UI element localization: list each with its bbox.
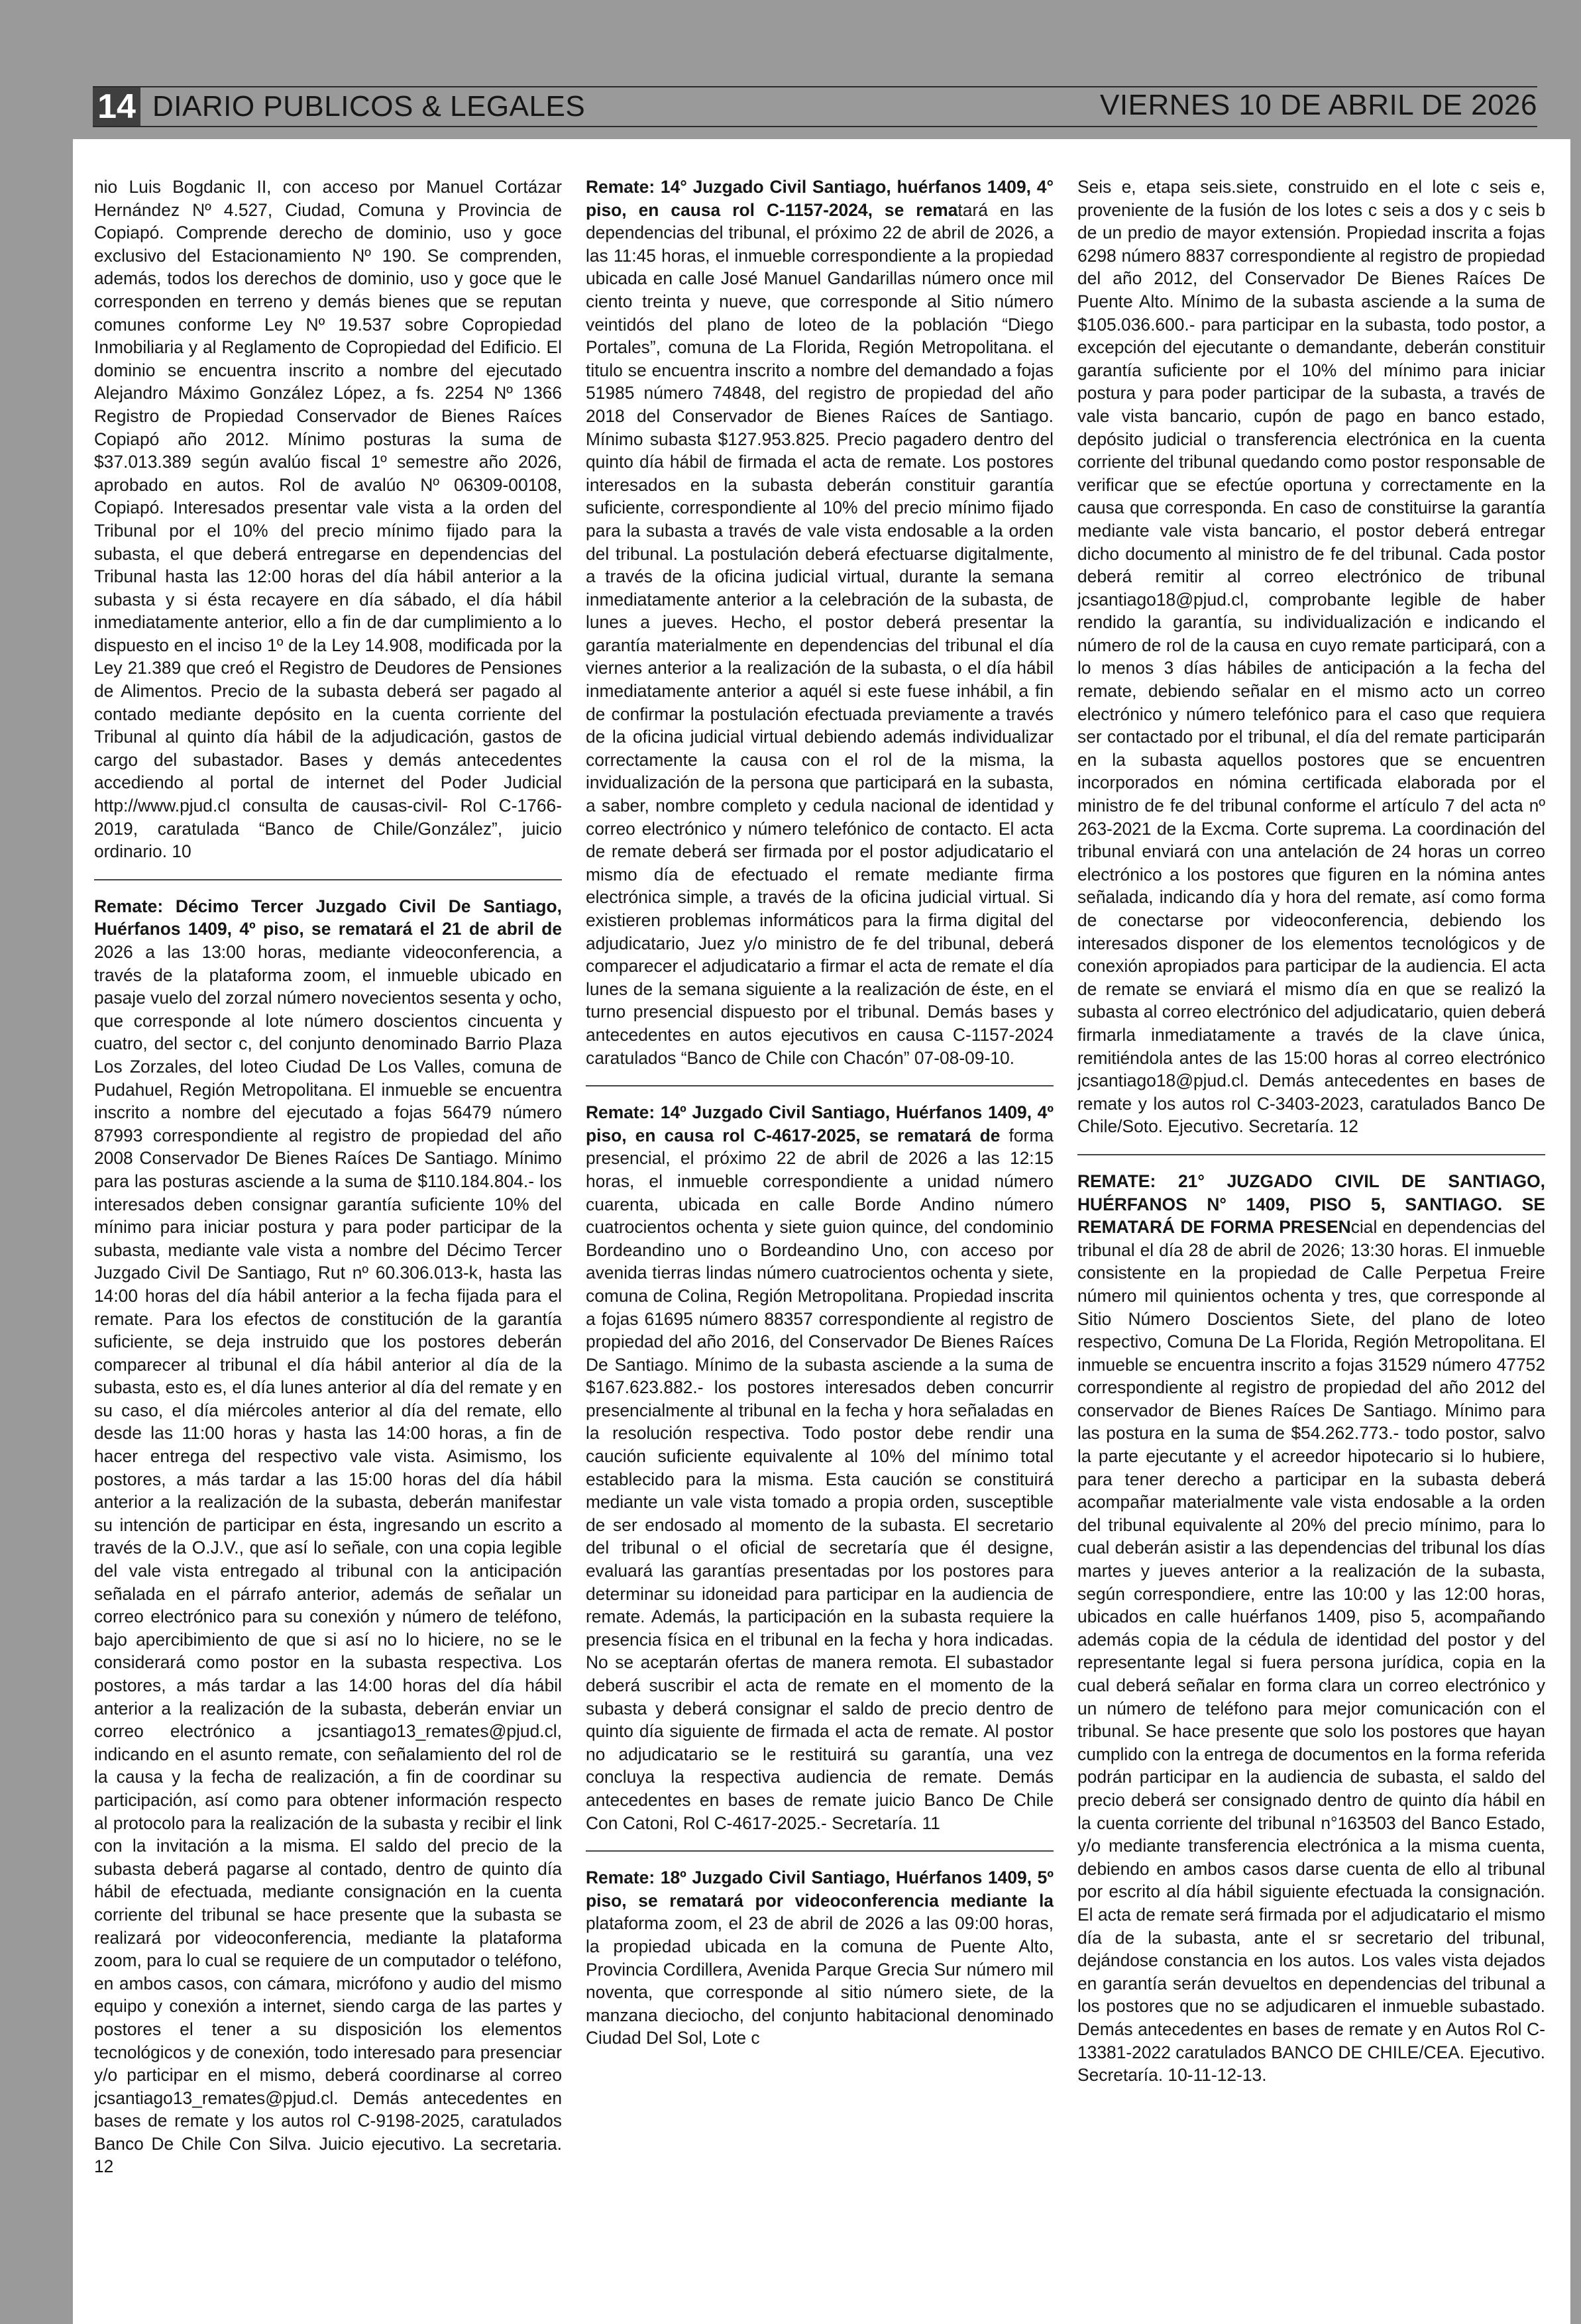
notice-divider	[1077, 1154, 1545, 1155]
notice-body: cial en dependencias del tribunal el día 28 de abril de 2026; 13:30 horas. El inmueble consistente en la propiedad de Calle Perpetua Freire número mil quinientos ochenta y tres, que corresponde al Sitio Número Doscientos Siete, del plano de loteo respectivo, Comuna De La Florida, Región Metropolitana. El inmueble se encuentra inscrito a fojas 31529 número 47752 correspondiente al registro de propiedad del año 2012 del conservador de Bienes Raíces De Santiago. Mínimo para las postura en la suma de $54.262.773.- todo postor, salvo la parte ejecutante y el acreedor hipotecario si lo hubiere, para tener derecho a participar en la subasta deberá acompañar materialmente vale vista endosable a la orden del tribunal equivalente al 20% del precio mínimo, para lo cual deberán asistir a las dependencias del tribunal los días martes y jueves anterior a la realización de la subasta, según correspondiere, entre las 10:00 y las 12:00 horas, ubicados en calle huérfanos 1409, piso 5, acompañando además copia de la cédula de identidad del postor y del representante legal si fuera persona jurídica, copia en la cual deberá señalar en forma clara un correo electrónico y un número de teléfono para mejor comunicación con el tribunal. Se hace presente que solo los postores que hayan cumplido con la entrega de documentos en la forma referida podrán participar en la audiencia de subasta, el saldo del precio deberá ser consignado dentro de quinto día hábil en la cuenta corriente del tribunal n°163503 del Banco Estado, y/o mediante transferencia electrónica a la misma cuenta, debiendo en ambos casos darse cuenta de ello al tribunal por escrito al día hábil siguiente efectuada la consignación. El acta de remate será firmada por el adjudicatario el mismo día de la subasta, ante el sr secretario del tribunal, dejándose constancia en los autos. Los vales vista dejados en garantía serán devueltos en dependencias del tribunal a los postores que no se adjudicaren el inmueble subastado. Demás antecedentes en bases de remate y en Autos Rol C-13381-2022 caratulados BANCO DE CHILE/CEA. Ejecutivo. Secretaría. 10-11-12-13.	[1077, 1217, 1545, 2086]
notice-heading: Remate: 14º Juzgado Civil Santiago, Huérfanos 1409, 4º piso, en causa rol C-4617-2025, se rematará de	[586, 1102, 1054, 1145]
notice-heading: REMATE: 21° JUZGADO CIVIL DE SANTIAGO, HUÉRFANOS N° 1409, PISO 5, SANTIAGO. SE REMATARÁ DE FORMA PRESEN	[1077, 1171, 1545, 1238]
issue-date: VIERNES 10 DE ABRIL DE 2026	[1100, 89, 1537, 121]
notice-body: plataforma zoom, el 23 de abril de 2026 a las 09:00 horas, la propiedad ubicada en la comuna de Puente Alto, Provincia Cordillera, Avenida Parque Grecia Sur número mil noventa, que corresponde al sitio número siete, de la manzana dieciocho, del conjunto habitacional denominado Ciudad Del Sol, Lote c	[586, 1913, 1054, 2048]
notice-14-juzgado-c1157	[586, 176, 1054, 1069]
column-3	[1077, 176, 1545, 2296]
column-2	[586, 176, 1054, 2296]
notice-heading: Remate: Décimo Tercer Juzgado Civil De Santiago, Huérfanos 1409, 4º piso, se rematará el 21 de abril de	[94, 896, 562, 939]
notice-body: nio Luis Bogdanic II, con acceso por Manuel Cortázar Hernández Nº 4.527, Ciudad, Comuna y Provincia de Copiapó. Comprende derecho de dominio, uso y goce exclusivo del Estacionamiento Nº 190. Se comprenden, además, todos los derechos de dominio, uso y goce que le corresponden en terreno y demás bienes que se reputan comunes conforme Ley Nº 19.537 sobre Copropiedad Inmobiliaria y al Reglamento de Copropiedad del Edificio. El dominio se encuentra inscrito a nombre del ejecutado Alejandro Máximo González López, a fs. 2254 Nº 1366 Registro de Propiedad Conservador de Bienes Raíces Copiapó año 2012. Mínimo posturas la suma de $37.013.389 según avalúo fiscal 1º semestre año 2026, aprobado en autos. Rol de avalúo Nº 06309-00108, Copiapó. Interesados presentar vale vista a la orden del Tribunal por el 10% del precio mínimo fijado para la subasta, el que deberá entregarse en dependencias del Tribunal hasta las 12:00 horas del día hábil anterior a la subasta y si ésta recayere en día sábado, el día hábil inmediatamente anterior, ello a fin de dar cumplimiento a lo dispuesto en el inciso 1º de la Ley 14.908, modificada por la Ley 21.389 que creó el Registro de Deudores de Pensiones de Alimentos. Precio de la subasta deberá ser pagado al contado mediante depósito en la cuenta corriente del Tribunal al quinto día hábil de la adjudicación, gastos de cargo del subastador. Bases y demás antecedentes accediendo al portal de internet del Poder Judicial http://www.pjud.cl consulta de causas-civil- Rol C-1766-2019, caratulada “Banco de Chile/González”, juicio ordinario. 10	[94, 177, 562, 862]
notice-divider	[586, 1085, 1054, 1086]
notice-divider	[94, 879, 562, 880]
notice-18-juzgado	[586, 1866, 1054, 2050]
header-bottom-rule	[93, 126, 1537, 127]
header-top-rule	[93, 86, 1537, 87]
page-number: 14	[93, 86, 140, 127]
notice-body: tará en las dependencias del tribunal, el próximo 22 de abril de 2026, a las 11:45 horas, el inmueble correspondiente a la propiedad ubicada en calle José Manuel Gandarillas número once mil ciento treinta y nueve, que corresponde al Sitio número veintidós del plano de loteo de la población “Diego Portales”, comuna de La Florida, Región Metropolitana. el titulo se encuentra inscrito a nombre del demandado a fojas 51985 número 74848, del registro de propiedad del año 2018 del Conservador de Bienes Raíces de Santiago. Mínimo subasta $127.953.825. Precio pagadero dentro del quinto día hábil de firmada el acta de remate. Los postores interesados en la subasta deberán constituir garantía suficiente, correspondiente al 10% del precio mínimo fijado para la subasta a través de vale vista endosable a la orden del tribunal. La postulación deberá efectuarse digitalmente, a través de la oficina judicial virtual, durante la semana inmediatamente anterior a la celebración de la subasta, de lunes a jueves. Hecho, el postor deberá presentar la garantía materialmente en dependencias del tribunal el día viernes anterior a la realización de la subasta, o el día hábil inmediatamente anterior a aquél si este fuese inhábil, a fin de confirmar la postulación efectuada previamente a través de la oficina judicial virtual debiendo además individualizar correctamente la causa con el rol de la misma, la invidualización de la persona que participará en la subasta, a saber, nombre completo y cedula nacional de identidad y correo electrónico y número telefónico de contacto. El acta de remate deberá ser firmada por el postor adjudicatario el mismo día de efectuado el remate mediante firma electrónica simple, a través de la oficina judicial virtual. Si existieren problemas informáticos para la firma digital del adjudicatario, Juez y/o ministro de fe del tribunal, deberá comparecer el adjudicatario a firmar el acta de remate el día lunes de la semana siguiente a la realización de éste, en el turno presencial dispuesto por el tribunal. Demás bases y antecedentes en autos ejecutivos en causa C-1157-2024 caratulados “Banco de Chile con Chacón” 07-08-09-10.	[586, 199, 1054, 1068]
column-1	[94, 176, 562, 2296]
notice-continued-copiapo	[94, 176, 562, 863]
notice-body: Seis e, etapa seis.siete, construido en el lote c seis e, proveniente de la fusión de los lotes c seis a dos y c seis b de un predio de mayor extensión. Propiedad inscrita a fojas 6298 número 8837 correspondiente al registro de propiedad del año 2012, del Conservador De Bienes Raíces De Puente Alto. Mínimo de la subasta asciende a la suma de $105.036.600.- para participar en la subasta, todo postor, a excepción del ejecutante o demandante, deberán constituir garantía suficiente por el 10% del mínimo para iniciar postura y para poder participar de la subasta, a través de vale vista bancario, cupón de pago en banco estado, depósito judicial o transferencia electrónica en la cuenta corriente del tribunal quedando como postor responsable de verificar que se efectúe oportuna y correctamente en la causa que corresponda. En caso de constituirse la garantía mediante vale vista bancario, el postor deberá entregar dicho documento al ministro de fe del tribunal. Cada postor deberá remitir al correo electrónico de tribunal jcsantiago18@pjud.cl, comprobante legible de haber rendido la garantía, su individualización e indicando el número de rol de la causa en cuyo remate participará, con a lo menos 3 días hábiles de anticipación a la fecha del remate, debiendo señalar en el mismo acto un correo electrónico y número telefónico para el caso que requiera ser contactado por el tribunal, el día del remate participarán en la subasta aquellos postores que se encuentren incorporados en nómina certificada elaborada por el ministro de fe del tribunal conforme el artículo 7 del acta nº 263-2021 de la Excma. Corte suprema. La coordinación del tribunal enviará con una antelación de 24 horas un correo electrónico a los postores que figuren en la nómina antes señalada, indicando día y hora del remate, así como forma de conectarse por videoconferencia, debiendo los interesados disponer de los elementos tecnológicos y de conexión apropiados para participar de la audiencia. El acta de remate se enviará el mismo día en que se realizó la subasta al correo electrónico del adjudicatario, quien deberá firmarla inmediatamente a través de la clave única, remitiéndola antes de las 15:00 horas al correo electrónico jcsantiago18@pjud.cl. Demás antecedentes en bases de remate y los autos rol C-3403-2023, caratulados Banco De Chile/Soto. Ejecutivo. Secretaría. 12	[1077, 177, 1545, 1137]
notice-heading: Remate: 14° Juzgado Civil Santiago, huérfanos 1409, 4° piso, en causa rol C-1157-2024, se rema	[586, 177, 1054, 220]
page-header	[93, 86, 1537, 126]
notice-21-juzgado	[1077, 1170, 1545, 2087]
notice-14-juzgado-c4617	[586, 1101, 1054, 1834]
notice-body: forma presencial, el próximo 22 de abril de 2026 a las 12:15 horas, el inmueble correspondiente a unidad número cuarenta, ubicada en calle Borde Andino número cuatrocientos ochenta y siete guion quince, del condominio Bordeandino uno o Bordeandino Uno, con acceso por avenida tierras lindas número cuatrocientos ochenta y siete, comuna de Colina, Región Metropolitana. Propiedad inscrita a fojas 61695 número 88357 correspondiente al registro de propiedad del año 2016, del Conservador De Bienes Raíces De Santiago. Mínimo de la subasta asciende a la suma de $167.623.882.- los postores interesados deben concurrir presencialmente al tribunal en la fecha y hora señaladas en la resolución respectiva. Todo postor debe rendir una caución suficiente equivalente al 10% del mínimo total establecido para la misma. Esta caución se constituirá mediante un vale vista tomado a propia orden, susceptible de ser endosado al momento de la subasta. El secretario del tribunal o el oficial de secretaría que él designe, evaluará las garantías presentadas por los postores para determinar su idoneidad para participar en la audiencia de remate. Además, la participación en la subasta requiere la presencia física en el tribunal en la fecha y hora indicadas. No se aceptarán ofertas de manera remota. El subastador deberá suscribir el acta de remate en el momento de la subasta y deberá consignar el saldo de precio dentro de quinto día siguiente de firmada el acta de remate. Al postor no adjudicatario se le restituirá su garantía, una vez concluya la respectiva audiencia de remate. Demás antecedentes en bases de remate juicio Banco De Chile Con Catoni, Rol C-4617-2025.- Secretaría. 11	[586, 1125, 1054, 1833]
notice-13-juzgado	[94, 895, 562, 2178]
notice-divider	[586, 1850, 1054, 1852]
notice-heading: Remate: 18º Juzgado Civil Santiago, Huérfanos 1409, 5º piso, se rematará por videoconferencia mediante la	[586, 1868, 1054, 1911]
notice-continued-puente-alto	[1077, 176, 1545, 1138]
notice-body: 2026 a las 13:00 horas, mediante videoconferencia, a través de la plataforma zoom, el inmueble ubicado en pasaje vuelo del zorzal número novecientos sesenta y ocho, que corresponde al lote número doscientos cincuenta y cuatro, del sector c, del conjunto denominado Barrio Plaza Los Zorzales, del loteo Ciudad De Los Valles, comuna de Pudahuel, Región Metropolitana. El inmueble se encuentra inscrito a nombre del ejecutado a fojas 56479 número 87993 correspondiente al registro de propiedad del año 2008 Conservador De Bienes Raíces De Santiago. Mínimo para las posturas asciende a la suma de $110.184.804.- los interesados deben consignar garantía suficiente 10% del mínimo para iniciar postura y para poder participar de la subasta, mediante vale vista a nombre del Décimo Tercer Juzgado Civil De Santiago, Rut nº 60.306.013-k, hasta las 14:00 horas del día hábil anterior a la fecha fijada para el remate. Para los efectos de constitución de la garantía suficiente, se deja instruido que los postores deberán comparecer al tribunal el día hábil anterior al día de la subasta, esto es, el día lunes anterior al día del remate y en su caso, el día miércoles anterior al día del remate, ello desde las 11:00 horas y hasta las 14:00 horas, a fin de hacer entrega del respectivo vale vista. Asimismo, los postores, a más tardar a las 15:00 horas del día hábil anterior a la realización de la subasta, deberán manifestar su intención de participar en ésta, ingresando un escrito a través de la O.J.V., que así lo señale, con una copia legible del vale vista entregado al tribunal con la anticipación señalada en el párrafo anterior, además de señalar un correo electrónico para su conexión y número de teléfono, bajo apercibimiento de que si así no lo hiciere, no se le considerará como postor en la subasta respectiva. Los postores, a más tardar a las 14:00 horas del día hábil anterior a la realización de la subasta, deberán enviar un correo electrónico a jcsantiago13_remates@pjud.cl, indicando en el asunto remate, con señalamiento del rol de la causa y la fecha de realización, a fin de coordinar su participación, así como para obtener información respecto al protocolo para la realización de la subasta y recibir el link con la invitación a la misma. El saldo del precio de la subasta deberá pagarse al contado, dentro de quinto día hábil de efectuada, mediante consignación en la cuenta corriente del tribunal se hace presente que la subasta se realizará por videoconferencia, mediante la plataforma zoom, para lo cual se requiere de un computador o teléfono, en ambos casos, con cámara, micrófono y audio del mismo equipo y conexión a internet, siendo carga de las partes y postores el tener a su disposición los elementos tecnológicos y de conexión, todo interesado para presenciar y/o participar en el mismo, deberá coordinarse al correo jcsantiago13_remates@pjud.cl. Demás antecedentes en bases de remate y los autos rol C-9198-2025, caratulados Banco De Chile Con Silva. Juicio ejecutivo. La secretaria. 12	[94, 942, 562, 2177]
publication-title: DIARIO PUBLICOS & LEGALES	[152, 90, 586, 123]
